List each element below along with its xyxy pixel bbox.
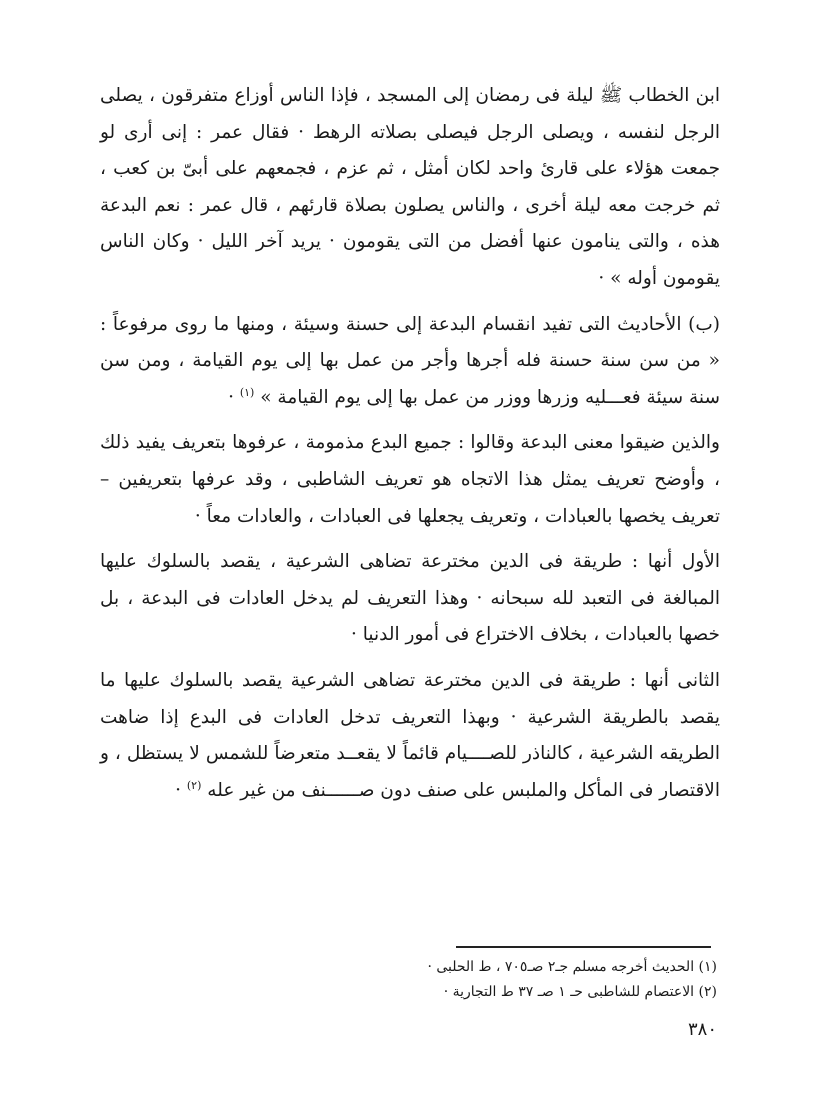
paragraph-4: الأول أنها : طريقة فى الدين مخترعة تضاهى الشرعية ، يقصد بالسلوك عليها المبالغة فى التعبد لله سبحانه · وهذا التعريف لم يدخل العادات فى البدعة ، بل خصها بالعبادات ، بخلاف الاختراع فى أمور الدنيا ·	[100, 551, 720, 646]
footnote-reference-2[interactable]: (٢)	[186, 778, 202, 792]
footnote-reference-1[interactable]: (١)	[239, 385, 255, 399]
page-number: ٣٨٠	[687, 1019, 717, 1040]
footnote-2: (٢) الاعتصام للشاطبى حـ ١ صـ ٣٧ ط التجارية ·	[443, 984, 717, 1000]
paragraph-3: والذين ضيقوا معنى البدعة وقالوا : جميع البدع مذمومة ، عرفوها بتعريف يفيد ذلك ، وأوضح تعريف يمثل هذا الاتجاه هو تعريف الشاطبى ، وقد عرفها بتعريفين – تعريف يخصها بالعبادات ، وتعريف يجعلها فى العبادات ، والعادات معاً ·	[100, 432, 720, 527]
paragraph-1: ابن الخطاب ﷺ ليلة فى رمضان إلى المسجد ، فإذا الناس أوزاع متفرقون ، يصلى الرجل لنفسه ، ويصلى الرجل فيصلى بصلاته الرهط · فقال عمر : إنى أرى لو جمعت هؤلاء على قارئ واحد لكان أمثل ، ثم عزم ، فجمعهم على أبىّ بن كعب ، ثم خرجت معه ليلة أخرى ، والناس يصلون بصلاة قارئهم ، قال عمر : نعم البدعة هذه ، والتى ينامون عنها أفضل من التى يقومون · يريد آخر الليل · وكان الناس يقومون أوله » ·	[100, 85, 720, 289]
footnote-1: (١) الحديث أخرجه مسلم جـ٢ صـ٧٠٥ ، ط الحلبى ·	[427, 959, 717, 975]
main-text	[100, 78, 720, 818]
paragraph-2: (ب) الأحاديث التى تفيد انقسام البدعة إلى حسنة وسيئة ، ومنها ما روى مرفوعاً : « من سن سنة حسنة فله أجرها وأجر من عمل بها إلى يوم القيامة ، ومن سن سنة سيئة فعـــليه وزرها ووزر من عمل بها إلى يوم القيامة » $^{(١)}$ ·	[100, 313, 720, 408]
footnotes	[197, 955, 717, 1005]
footnote-divider	[456, 946, 711, 948]
paragraph-5: الثانى أنها : طريقة فى الدين مخترعة تضاهى الشرعية يقصد بالسلوك عليها ما يقصد بالطريقة الشرعية · وبهذا التعريف تدخل العادات فى البدع إذا ضاهت الطريقه الشرعية ، كالناذر للصــــيام قائماً لا يقعــد متعرضاً للشمس لا يستظل ، و الاقتصار فى المأكل والملبس على صنف دون صــــــنف من غير عله $^{(٢)}$ ·	[100, 669, 720, 801]
